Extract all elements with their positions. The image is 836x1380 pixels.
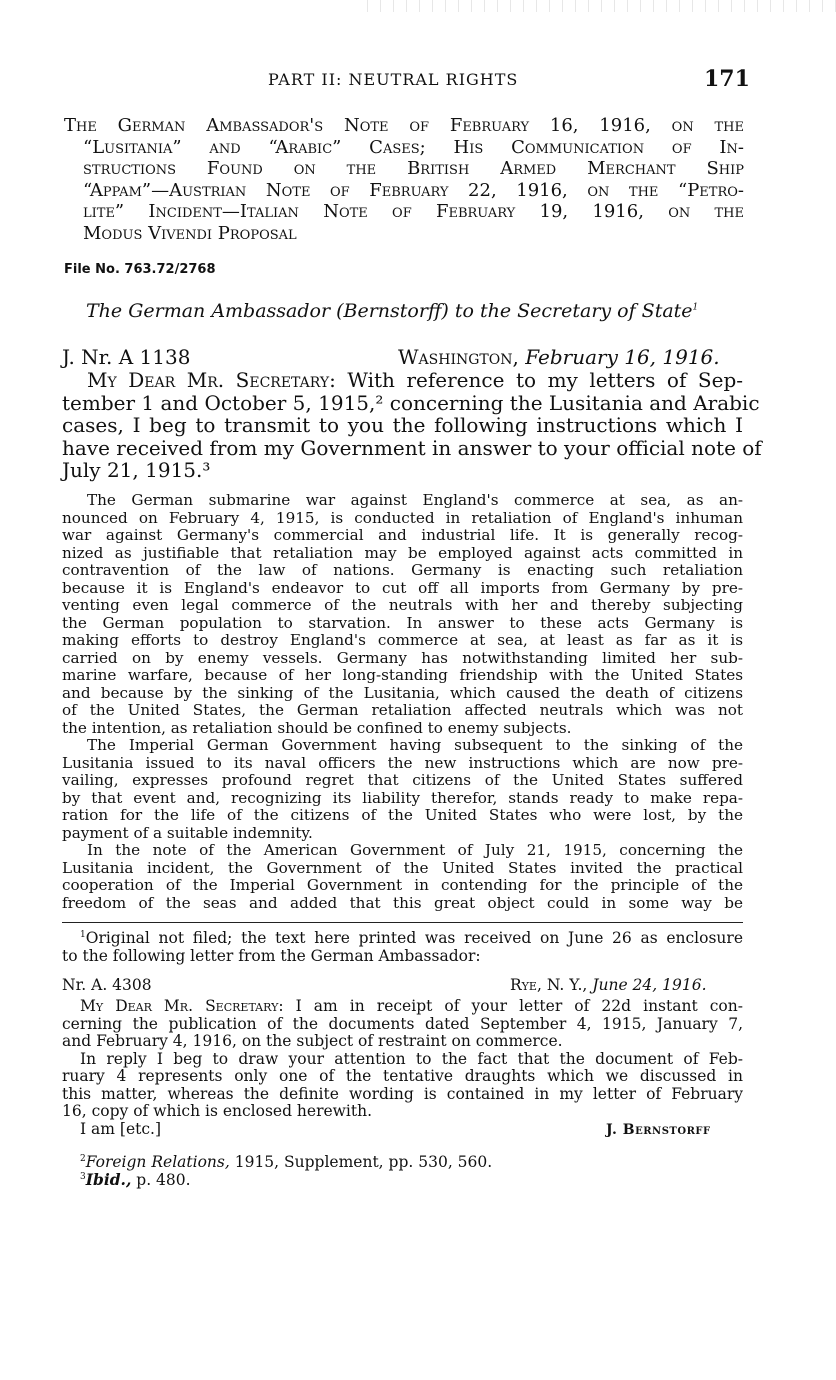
document-heading	[86, 300, 698, 322]
enclosure-line: this matter, whereas the definite wording is contained in my letter of February	[62, 1084, 743, 1103]
letter-line	[62, 369, 743, 392]
closing: I am [etc.]	[80, 1120, 162, 1138]
salutation: My Dear Mr. Secretary:	[87, 368, 336, 392]
title-line: Modus Vivendi Proposal	[83, 222, 297, 244]
body-line: marine warfare, because of her long-standing friendship with the United States	[62, 666, 743, 684]
footnote-ref: 1	[692, 302, 699, 313]
letter-reference: J. Nr. A 1138	[62, 345, 191, 369]
enclosure-line: ruary 4 represents only one of the tentative draughts which we discussed in	[62, 1067, 743, 1085]
body-line: war against Germany's commercial and industrial life. It is generally recog-	[62, 526, 743, 544]
body-line: Lusitania incident, the Government of the United States invited the practical	[62, 858, 743, 877]
body-line: contravention of the law of nations. Germany is enacting such retaliation	[62, 561, 743, 579]
enclosure-letter	[62, 998, 743, 1121]
body-line: In the note of the American Government of July 21, 1915, concerning the	[87, 841, 743, 859]
footnote-text: 1915, Supplement, pp. 530, 560.	[234, 1153, 493, 1171]
body-line: payment of a suitable indemnity.	[62, 823, 313, 842]
letter-line: tember 1 and October 5, 1915,² concerning the Lusitania and Arabic	[62, 390, 760, 415]
letter-line: cases, I beg to transmit to you the following instructions which I	[62, 413, 743, 437]
footnote-marker: 1	[80, 929, 86, 940]
body-line: carried on by enemy vessels. Germany has notwithstanding limited her sub-	[62, 648, 743, 667]
letter-date: February 16, 1916.	[525, 345, 720, 369]
body-line: cooperation of the Imperial Government in contending for the principle of the	[62, 876, 743, 894]
section-title	[64, 115, 744, 244]
enclosure-text: I am in receipt of your letter of 22d instant con-	[295, 997, 743, 1015]
enclosure-dateline	[510, 976, 707, 994]
enclosure-place: Rye, N. Y.,	[510, 976, 588, 994]
footnote-text: p. 480.	[136, 1171, 191, 1189]
body-line: venting even legal commerce of the neutrals with her and thereby subjecting	[62, 596, 743, 614]
footnote-2	[80, 1153, 492, 1171]
title-line: “Lusitania” and “Arabic” Cases; His Communication of In-	[83, 136, 744, 158]
body-line: nounced on February 4, 1915, is conducted in retaliation of England's inhuman	[62, 508, 743, 527]
footnote-source: Ibid.,	[85, 1170, 132, 1189]
letter-line: July 21, 1915.³	[62, 458, 211, 482]
body-line: nized as justifiable that retaliation may be employed against acts committed in	[62, 543, 743, 562]
footnote-1	[62, 930, 743, 965]
body-line: of the United States, the German retaliation affected neutrals which was not	[62, 701, 743, 719]
body-line: freedom of the seas and added that this great object could in some way be	[62, 893, 743, 912]
scan-noise	[360, 0, 836, 12]
title-line: The German Ambassador's Note of February 16, 1916, on the	[64, 115, 744, 136]
page-number: 171	[704, 66, 750, 92]
footnote-3	[80, 1170, 191, 1189]
heading-text: The German Ambassador (Bernstorff) to the Secretary of State	[86, 300, 693, 322]
letter-place: Washington,	[398, 345, 519, 369]
enclosure-line: 16, copy of which is enclosed herewith.	[62, 1102, 373, 1120]
footnote-rule	[62, 922, 743, 923]
body-line: the intention, as retaliation should be confined to enemy subjects.	[62, 718, 572, 737]
instruction-body	[62, 492, 743, 912]
enclosure-salutation: My Dear Mr. Secretary:	[80, 997, 284, 1015]
body-line: ration for the life of the citizens of the United States who were lost, by the	[62, 806, 743, 824]
body-line: and because by the sinking of the Lusitania, which caused the death of citizens	[62, 683, 743, 702]
enclosure-line	[62, 998, 743, 1016]
signature: J. Bernstorff	[606, 1122, 711, 1138]
footnote-text: Original not filed; the text here printed was received on June 26 as enclosure	[85, 929, 743, 947]
title-line: lite” Incident—Italian Note of February 19, 1916, on the	[83, 201, 744, 222]
body-line: The German submarine war against England's commerce at sea, as an-	[87, 491, 743, 509]
running-title: PART II: NEUTRAL RIGHTS	[268, 70, 519, 89]
body-line: by that event and, recognizing its liability therefor, stands ready to make repa-	[62, 788, 743, 807]
file-number: File No. 763.72/2768	[64, 262, 216, 277]
body-line: the German population to starvation. In answer to these acts Germany is	[62, 613, 743, 632]
body-line: The Imperial German Government having subsequent to the sinking of the	[87, 736, 743, 754]
letter-opening	[62, 368, 762, 482]
enclosure-date: June 24, 1916.	[592, 976, 707, 994]
footnote-marker: 2	[80, 1153, 86, 1164]
enclosure-line: and February 4, 1916, on the subject of restraint on commerce.	[62, 1032, 563, 1050]
body-line: Lusitania issued to its naval officers the new instructions which are now pre-	[62, 753, 743, 772]
letter-line: have received from my Government in answer to your official note of	[62, 435, 762, 460]
footnote-line: to the following letter from the German Ambassador:	[62, 946, 481, 965]
enclosure-line: cerning the publication of the documents dated September 4, 1915, January 7,	[62, 1014, 743, 1033]
footnote-source: Foreign Relations,	[85, 1153, 230, 1171]
footnote-marker: 3	[80, 1171, 86, 1182]
title-line: structions Found on the British Armed Merchant Ship	[83, 158, 744, 179]
enclosure-line: In reply I beg to draw your attention to the fact that the document of Feb-	[80, 1049, 743, 1068]
title-line: “Appam”—Austrian Note of February 22, 1916, on the “Petro-	[83, 179, 744, 201]
body-line: because it is England's endeavor to cut off all imports from Germany by pre-	[62, 578, 743, 597]
letter-dateline	[398, 345, 720, 369]
body-line: making efforts to destroy England's commerce at sea, at least as far as it is	[62, 631, 743, 649]
footnote-line	[62, 930, 743, 948]
enclosure-reference: Nr. A. 4308	[62, 976, 152, 994]
letter-text: With reference to my letters of Sep-	[347, 368, 744, 392]
body-line: vailing, expresses profound regret that citizens of the United States suffered	[62, 771, 743, 789]
